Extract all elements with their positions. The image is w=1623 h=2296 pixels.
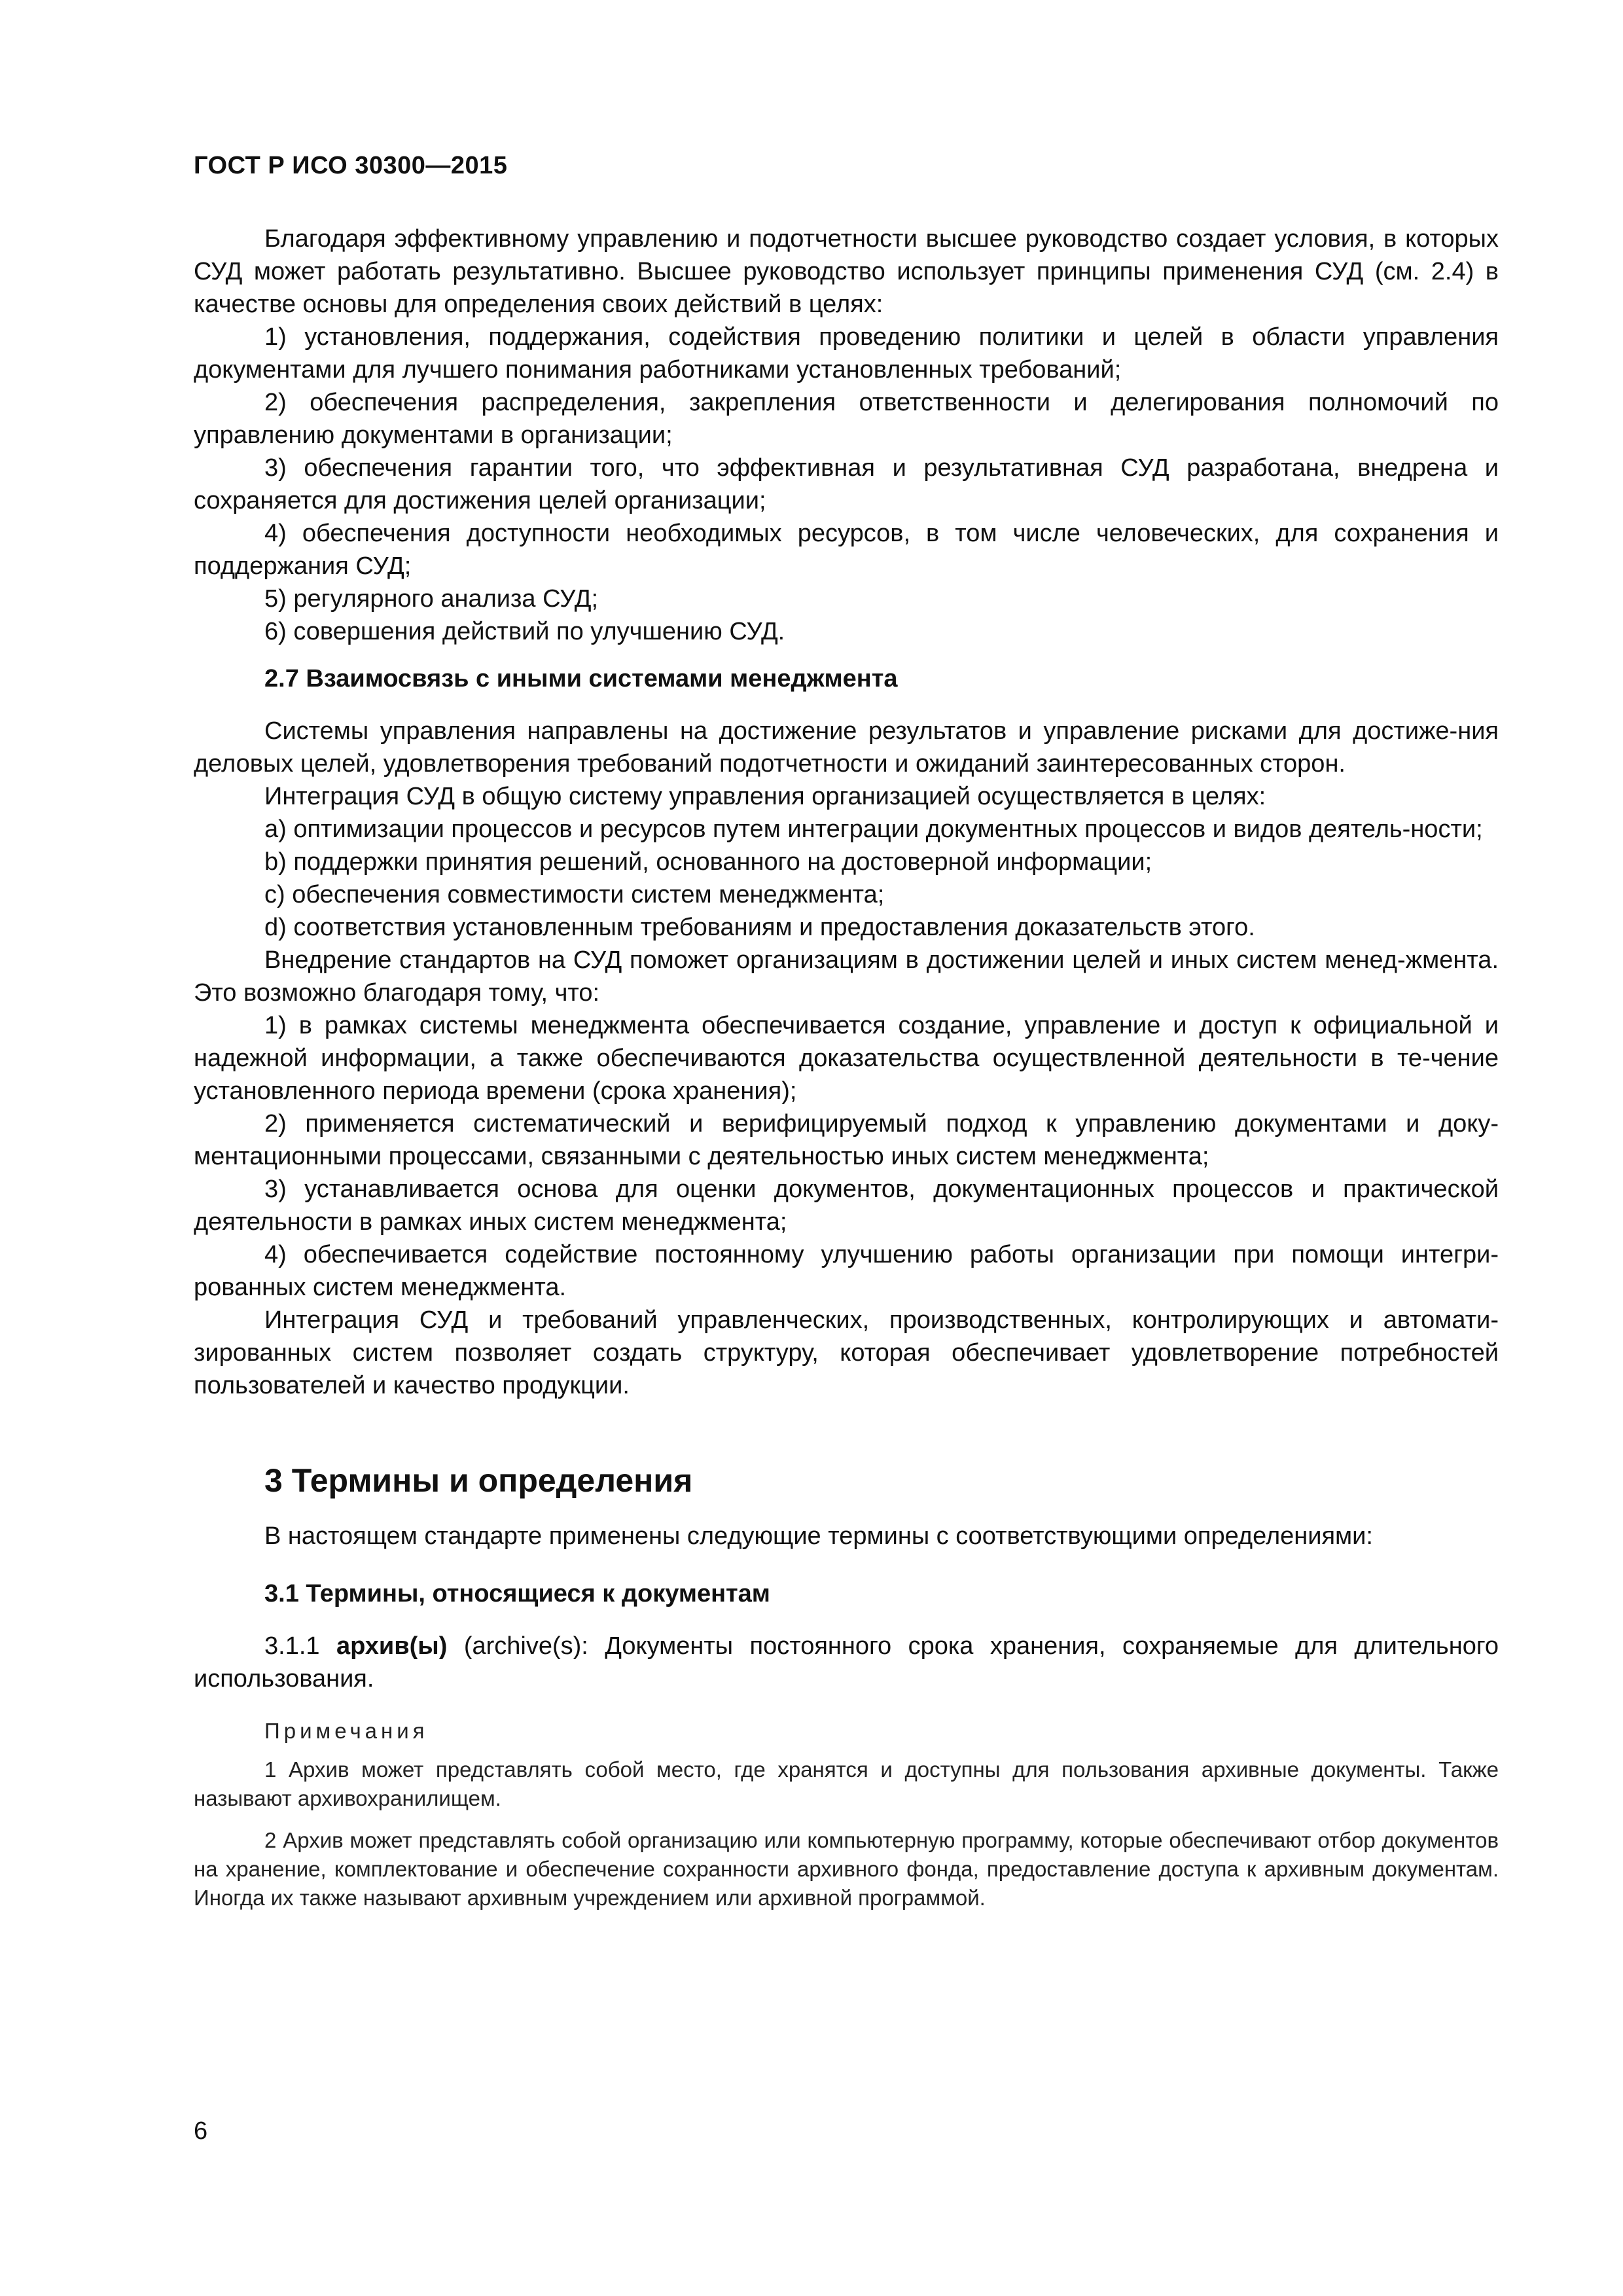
list-item: 2) обеспечения распределения, закрепления ответственности и делегирования полномочий по управлению документами в организации; (194, 389, 1499, 449)
paragraph: В настоящем стандарте применены следующие термины с соответствующими определениями: (264, 1522, 1373, 1550)
list-item: 6) совершения действий по улучшению СУД. (264, 618, 785, 645)
term-name: архив(ы) (336, 1632, 448, 1660)
paragraph: Внедрение стандартов на СУД поможет организациям в достижении целей и иных систем менед-жмента. Это возможно благодаря тому, что: (194, 946, 1499, 1007)
document-header: ГОСТ Р ИСО 30300—2015 (194, 152, 508, 179)
list-item: 1) в рамках системы менеджмента обеспечивается создание, управление и доступ к официальной и надежной информации, а также обеспечиваются доказательства осуществленной деятельности в те-чение установленного периода времени (срока хранения); (194, 1012, 1499, 1105)
paragraph: Интеграция СУД и требований управленческих, производственных, контролирующих и автомати-зированных систем позволяет создать структуру, которая обеспечивает удовлетворение потребностей пользователей и качество продукции. (194, 1306, 1499, 1399)
list-item: 2) применяется систематический и верифицируемый подход к управлению документами и доку-ментационными процессами, связанными с деятельностью иных систем менеджмента; (194, 1110, 1499, 1170)
list-item: 3) обеспечения гарантии того, что эффективная и результативная СУД разработана, внедрена и сохраняется для достижения целей организации; (194, 454, 1499, 514)
intro-paragraph: Благодаря эффективному управлению и подотчетности высшее руководство создает условия, в которых СУД может работать результативно. Высшее руководство использует принципы применения СУД (см. 2.4) в качестве основы для определения своих действий в целях: (194, 225, 1499, 318)
list-item: 1) установления, поддержания, содействия проведению политики и целей в области управления документами для лучшего понимания работниками установленных требований; (194, 323, 1499, 384)
list-item: а) оптимизации процессов и ресурсов путем интеграции документных процессов и видов деятель-ности; (264, 816, 1483, 843)
list-item: 4) обеспечения доступности необходимых ресурсов, в том числе человеческих, для сохранения и поддержания СУД; (194, 520, 1499, 580)
term-entry (194, 1630, 1499, 1695)
list-item: 3) устанавливается основа для оценки документов, документационных процессов и практической деятельности в рамках иных систем менеджмента; (194, 1175, 1499, 1236)
paragraph: Интеграция СУД в общую систему управления организацией осуществляется в целях: (264, 783, 1266, 810)
list-item: d) соответствия установленным требованиям и предоставления доказательств этого. (264, 914, 1255, 941)
note-item: 2 Архив может представлять собой организацию или компьютерную программу, которые обеспечивают отбор документов на хранение, комплектование и обеспечение сохранности архивного фонда, предоставление доступа к архивным документам. Иногда их также называют архивным учреждением или архивной программой. (194, 1828, 1499, 1910)
section-heading-3: 3 Термины и определения (264, 1462, 693, 1499)
list-item: 4) обеспечивается содействие постоянному улучшению работы организации при помощи интегри-рованных систем менеджмента. (194, 1241, 1499, 1301)
term-definition: (archive(s): Документы постоянного срока хранения, сохраняемые для длительного использования. (194, 1632, 1499, 1693)
list-item: c) обеспечения совместимости систем менеджмента; (264, 881, 885, 908)
list-item: b) поддержки принятия решений, основанного на достоверной информации; (264, 848, 1152, 876)
page-number: 6 (194, 2117, 208, 2145)
list-item: 5) регулярного анализа СУД; (264, 585, 599, 613)
term-number: 3.1.1 (264, 1632, 320, 1660)
paragraph: Системы управления направлены на достижение результатов и управление рисками для достиже-ния деловых целей, удовлетворения требований подотчетности и ожиданий заинтересованных сторон. (194, 717, 1499, 778)
notes-title: Примечания (264, 1719, 429, 1743)
section-heading-2-7: 2.7 Взаимосвязь с иными системами менеджмента (264, 665, 898, 692)
document-body (194, 223, 1499, 1926)
subsection-heading-3-1: 3.1 Термины, относящиеся к документам (264, 1580, 770, 1607)
note-item: 1 Архив может представлять собой место, где хранятся и доступны для пользования архивные документы. Также называют архивохранилищем. (194, 1757, 1499, 1810)
